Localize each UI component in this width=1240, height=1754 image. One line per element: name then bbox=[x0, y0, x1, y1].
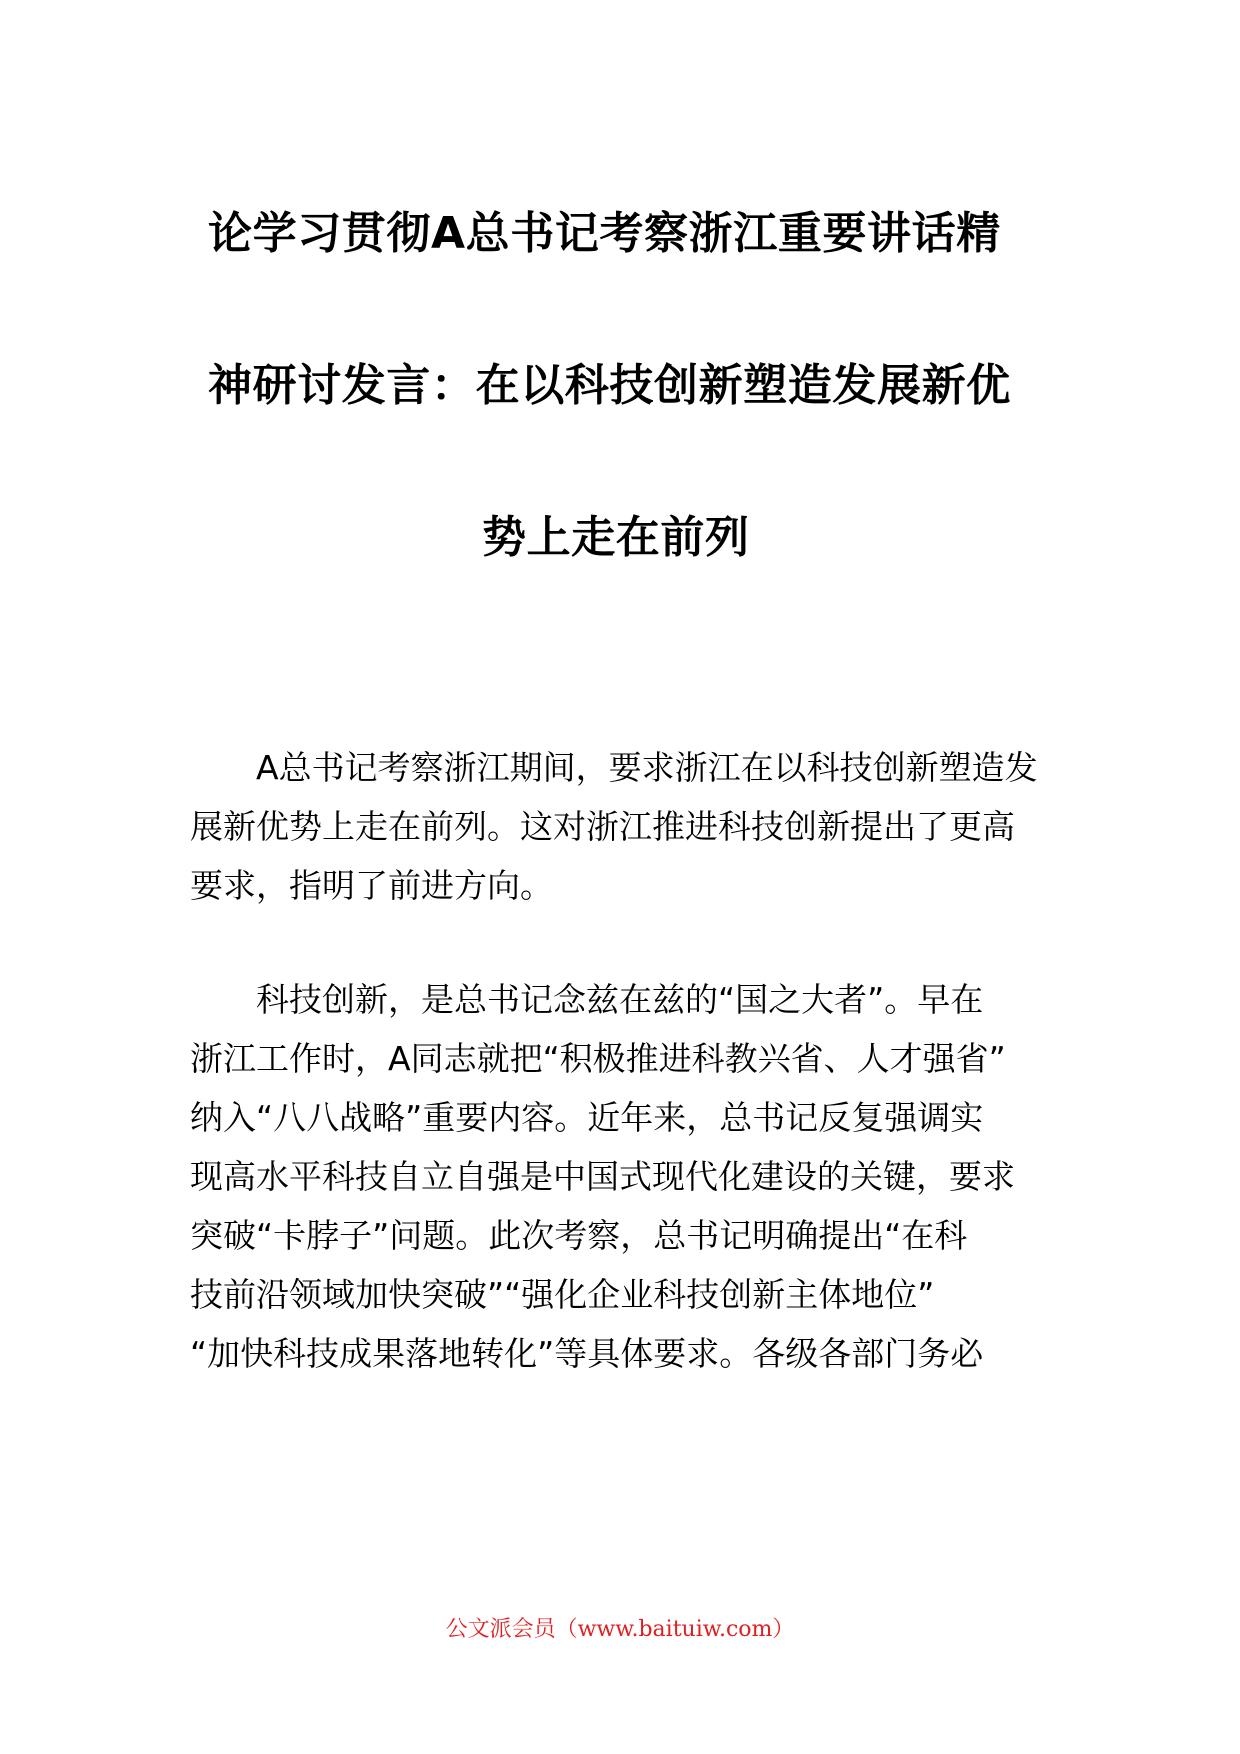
title-line-1: 论学习贯彻A总书记考察浙江重要讲话精 bbox=[208, 208, 1001, 259]
paragraph-2-line-7: “加快科技成果落地转化”等具体要求。各级各部门务必 bbox=[190, 1334, 984, 1373]
paragraph-2-line-6: 技前沿领域加快突破”“强化企业科技创新主体地位” bbox=[190, 1275, 935, 1314]
paragraph-2-line-3: 纳入“八八战略”重要内容。近年来，总书记反复强调实 bbox=[190, 1098, 984, 1137]
paragraph-1-line-1: A总书记考察浙江期间，要求浙江在以科技创新塑造发 bbox=[256, 748, 1038, 787]
paragraph-1-line-2: 展新优势上走在前列。这对浙江推进科技创新提出了更高 bbox=[190, 807, 1015, 846]
paragraph-2-line-4: 现高水平科技自立自强是中国式现代化建设的关键，要求 bbox=[190, 1157, 1015, 1196]
title-line-3: 势上走在前列 bbox=[482, 512, 750, 563]
paragraph-1-line-3: 要求，指明了前进方向。 bbox=[190, 866, 553, 905]
paragraph-2-line-5: 突破“卡脖子”问题。此次考察，总书记明确提出“在科 bbox=[190, 1216, 968, 1255]
paragraph-2-line-2: 浙江工作时，A同志就把“积极推进科教兴省、人才强省” bbox=[190, 1039, 1006, 1078]
paragraph-2-line-1: 科技创新，是总书记念兹在兹的“国之大者”。早在 bbox=[256, 980, 984, 1019]
footer-watermark-link[interactable]: 公文派会员（www.baituiw.com） bbox=[445, 1617, 795, 1642]
title-line-2: 神研讨发言：在以科技创新塑造发展新优 bbox=[208, 360, 1011, 411]
